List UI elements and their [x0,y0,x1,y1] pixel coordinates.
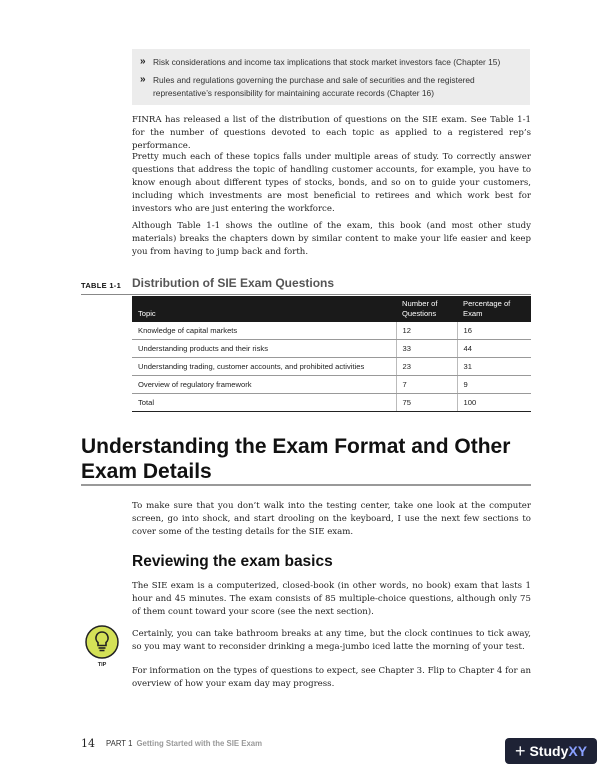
tip-label: TIP [97,662,107,668]
table-total-row [132,394,531,412]
paragraph: The SIE exam is a computerized, closed-book (in other words, no book) exam that lasts 1 hour and 45 minutes. The exam consists of 85 multiple-choice questions, although only 75 of them count toward your score (see the next section). [132,581,531,617]
footer-part-number: PART 1 [106,739,133,748]
page-number: 14 [81,737,95,750]
table-label: TABLE 1-1 [81,281,122,290]
double-chevron-icon: » [140,74,146,85]
cell-questions: 12 [396,322,457,340]
lightbulb-icon [84,624,120,660]
table-title-rule [81,294,531,295]
tip-lightbulb-icon [84,624,120,672]
studyxy-logo [505,738,597,764]
table-title: Distribution of SIE Exam Questions [132,276,335,290]
paragraph: For information on the types of questions to expect, see Chapter 3. Flip to Chapter 4 for an overview of how your exam day may progress. [132,666,531,689]
table-row [132,358,531,376]
header-number-of-questions: Number of Questions [396,296,457,322]
paragraph: To make sure that you don’t walk into the testing center, take one look at the computer screen, go into shock, and start drooling on the keyboard, I use the next few sections to cover some of the testing details for the SIE exam. [132,501,531,537]
double-chevron-icon: » [140,56,146,67]
cell-questions: 75 [396,394,457,412]
section-heading-rule [81,484,531,486]
cell-topic: Understanding products and their risks [132,340,396,358]
cell-topic: Total [132,394,396,412]
header-percentage-of-exam: Percentage of Exam [457,296,531,322]
cell-questions: 33 [396,340,457,358]
cell-topic: Overview of regulatory framework [132,376,396,394]
brand-name-accent: XY [568,743,588,759]
cell-percentage: 9 [457,376,531,394]
plus-icon: + [514,741,526,761]
cell-percentage: 44 [457,340,531,358]
section-heading: Understanding the Exam Format and Other Exam Details [81,435,511,483]
bullet-item: » Risk considerations and income tax implications that stock market investors face (Chapter 15) [140,56,501,67]
paragraph: Pretty much each of these topics falls under multiple areas of study. To correctly answer questions that address the topic of handling customer accounts, for example, you have to know enough about different types of stocks, bonds, and so on to guide your customers, including which investments are most beneficial to retirees and which work best for investors who are just entering the workforce. [132,152,531,214]
cell-questions: 7 [396,376,457,394]
table-row [132,322,531,340]
brand-name: Study [529,743,569,759]
cell-topic: Knowledge of capital markets [132,322,396,340]
paragraph: FINRA has released a list of the distribution of questions on the SIE exam. See Table 1-1 for the number of questions devoted to each topic as applied to a registered rep’s performance. [132,115,531,151]
tip-paragraph: Certainly, you can take bathroom breaks at any time, but the clock continues to tick away, so you may want to reconsider drinking a mega-jumbo iced latte the morning of your test. [132,629,531,652]
bullet-item: » Rules and regulations governing the purchase and sale of securities and the registered representative’s responsibility for maintaining accurate records (Chapter 16) [140,74,475,98]
subsection-heading: Reviewing the exam basics [132,553,333,570]
table-header-row [132,296,531,322]
distribution-table [132,296,531,412]
cell-percentage: 16 [457,322,531,340]
cell-percentage: 100 [457,394,531,412]
table-row [132,376,531,394]
cell-topic: Understanding trading, customer accounts, and prohibited activities [132,358,396,376]
cell-questions: 23 [396,358,457,376]
footer-part-title: Getting Started with the SIE Exam [136,739,263,748]
footer-part [106,739,262,748]
table-row [132,340,531,358]
header-topic: Topic [132,296,396,322]
cell-percentage: 31 [457,358,531,376]
paragraph: Although Table 1-1 shows the outline of the exam, this book (and most other study materials) breaks the chapters down by similar content to make your life easier and keep you from having to jump back and forth. [132,221,531,257]
